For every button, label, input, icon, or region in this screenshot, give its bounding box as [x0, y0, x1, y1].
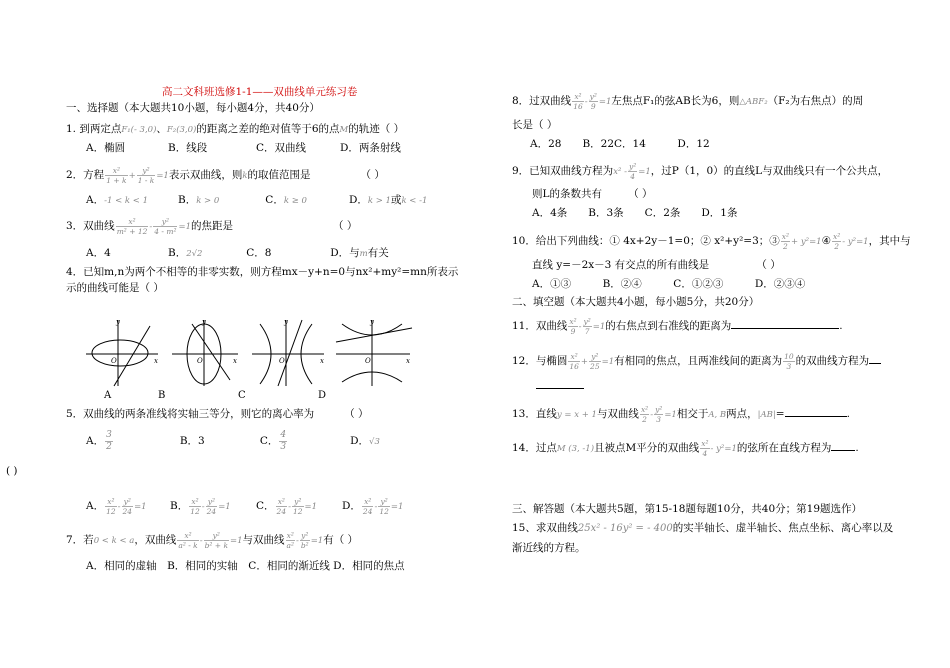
q12-answer-blank-start[interactable] — [869, 363, 881, 364]
question-4-graphs — [80, 316, 420, 388]
graph-b-y-label: y — [202, 318, 206, 326]
question-9-line-2: 则L的条数共有 （ ） — [532, 188, 653, 200]
graph-a-line — [114, 326, 150, 386]
question-8-options: A．28 B．22C．14 D．12 — [530, 138, 710, 150]
question-14: 14．过点M (3, -1)且被点M平分的双曲线 $\frac{\text{x²}}{4}$ - y²=1的弦所在直线方程为 . — [512, 438, 859, 458]
question-5: 5．双曲线的两条准线将实轴三等分，则它的离心率为 （ ） — [66, 408, 369, 420]
question-6-paren: ( ) — [6, 465, 18, 477]
section-1-heading: 一、选择题（本大题共10小题，每小题4分，共40分） — [66, 102, 320, 114]
question-7: 7．若0 < k < a，双曲线 $\frac{\text{x²}}{\text{a² - k}}$ - $\frac{\text{y²}}{\text{b² + k}}$ =1与双曲线 $\frac{\text{x²}}{\text{a²}}$ - $\frac{\text{y²}}{\text{b²}}$ =1有（ ） — [66, 530, 359, 550]
graph-b-x-label: x — [233, 357, 237, 365]
graph-c-label: C — [238, 390, 246, 401]
graph-b-label: B — [158, 390, 166, 401]
graph-d-x-label: x — [406, 357, 410, 365]
question-6-options — [86, 494, 403, 519]
graph-b-line — [192, 324, 230, 380]
question-10: 10．给出下列曲线：① 4x+2y－1=0；② x²+y²=3；③ $\frac{\text{x²}}{2}$ + y²=1④ $\frac{\text{x²}}{2}$ - y²=1，其中与 — [512, 231, 911, 251]
graph-a-y-label: y — [116, 318, 120, 326]
question-4-line-2: 示的曲线可能是（ ） — [66, 282, 164, 294]
question-8-line-2: 长是（ ） — [512, 119, 558, 131]
question-11: 11．双曲线 $\frac{\text{x²}}{9}$ - $\frac{\text{y²}}{7}$ =1的右焦点到右准线的距离为 . — [512, 316, 843, 336]
graph-d-line — [336, 328, 412, 342]
question-3-options: A．4 B．2√2 C．8 D．与m有关 — [86, 247, 389, 259]
q12-answer-blank[interactable] — [536, 378, 584, 389]
q6-option-c: C． $\frac{\text{x²}}{24}$ - $\frac{\text{y²}}{12}$ =1 — [256, 496, 318, 516]
section-3-heading: 三、解答题（本大题共5题，第15-18题每题10分，共40分；第19题选作） — [512, 503, 863, 515]
question-12: 12．与椭圆 $\frac{\text{x²}}{16}$ + $\frac{\text{y²}}{25}$ =1有相同的焦点，且两准线间的距离为 $\frac{10}{3}$ 的双曲线方程为 — [512, 349, 881, 374]
question-9-options: A．4条 B．3条 C．2条 D．1条 — [532, 207, 738, 219]
question-5-options: A． $\frac{3}{2}$ B．3 C． $\frac{4}{3}$ D．√3 — [86, 429, 380, 452]
question-1: 1. 到两定点F₁(- 3,0)、F₂(3,0)的距离之差的绝对值等于6的点M的轨迹（ ） — [66, 123, 405, 135]
graph-c-y-label: y — [284, 318, 288, 326]
question-13: 13．直线y = x + 1与双曲线 $\frac{\text{x²}}{2}$ - $\frac{\text{y²}}{3}$ =1相交于A, B两点，|AB|= . — [512, 404, 850, 424]
q6-option-a: A． $\frac{\text{x²}}{12}$ - $\frac{\text{y²}}{24}$ =1 — [86, 496, 147, 516]
q11-answer-blank[interactable] — [731, 328, 839, 329]
q6-option-d: D． $\frac{\text{x²}}{24}$ - $\frac{\text{y²}}{12}$ =1 — [342, 496, 404, 516]
question-2: 2．方程 $\frac{\text{x²}}{1 + k}$ + $\frac{\text{y²}}{1 - k}$ =1表示双曲线，则k的取值范围是 （ ） — [66, 165, 385, 185]
graph-c-x-label: x — [320, 357, 324, 365]
question-10-options: A．①③ B．②④ C．①②③ D．②③④ — [532, 278, 806, 290]
question-4-line-1: 4．已知m,n为两个不相等的非零实数，则方程mx－y+n=0与nx²+my²=mn所表示 — [66, 266, 459, 278]
q13-answer-blank[interactable] — [785, 416, 847, 417]
q6-option-b: B． $\frac{\text{x²}}{12}$ - $\frac{\text{y²}}{24}$ =1 — [170, 496, 231, 516]
graph-a-x-label: x — [154, 357, 158, 365]
question-9: 9．已知双曲线方程为x² - $\frac{\text{y²}}{4}$ =1，过P（1，0）的直线L与双曲线只有一个公共点， — [512, 161, 889, 181]
question-3: 3．双曲线 $\frac{\text{x²}}{\text{m² + 12}}$ - $\frac{\text{y²}}{\text{4 - m²}}$ =1的焦距是 （ ） — [66, 216, 358, 236]
graph-d-y-label: y — [370, 318, 374, 326]
section-2-heading: 二、填空题（本大题共4小题，每小题5分，共20分） — [512, 296, 760, 308]
question-15-line-2: 渐近线的方程。 — [512, 542, 586, 554]
graph-d-label: D — [318, 390, 327, 401]
question-7-options: A．相同的虚轴 B．相同的实轴 C．相同的渐近线 D．相同的焦点 — [86, 560, 405, 572]
question-8: 8．过双曲线 $\frac{\text{x²}}{16}$ - $\frac{\text{y²}}{9}$ =1左焦点F₁的弦AB长为6，则△ABF₂（F₂为右焦点）的周 — [512, 91, 864, 111]
q14-answer-blank[interactable] — [831, 450, 855, 451]
graph-a-origin: O — [111, 357, 117, 365]
graph-d-origin: O — [365, 357, 371, 365]
graph-c-line — [278, 320, 302, 386]
graph-a-label: A — [104, 390, 112, 401]
graph-c-origin: O — [279, 357, 285, 365]
page-title: 高二文科班选修1-1——双曲线单元练习卷 — [162, 86, 358, 98]
question-10-line-2: 直线 y=－2x－3 有交点的所有曲线是 （ ） — [532, 259, 781, 271]
question-15: 15、求双曲线25x² - 16y² = - 400的实半轴长、虚半轴长、焦点坐标、离心率以及 — [512, 522, 894, 534]
question-2-options: A．-1 < k < 1 B．k > 0 C．k ≥ 0 D．k > 1或k < -1 — [86, 194, 428, 206]
question-1-options: A．椭圆 B．线段 C．双曲线 D．两条射线 — [86, 142, 401, 154]
graph-b-origin: O — [197, 357, 203, 365]
